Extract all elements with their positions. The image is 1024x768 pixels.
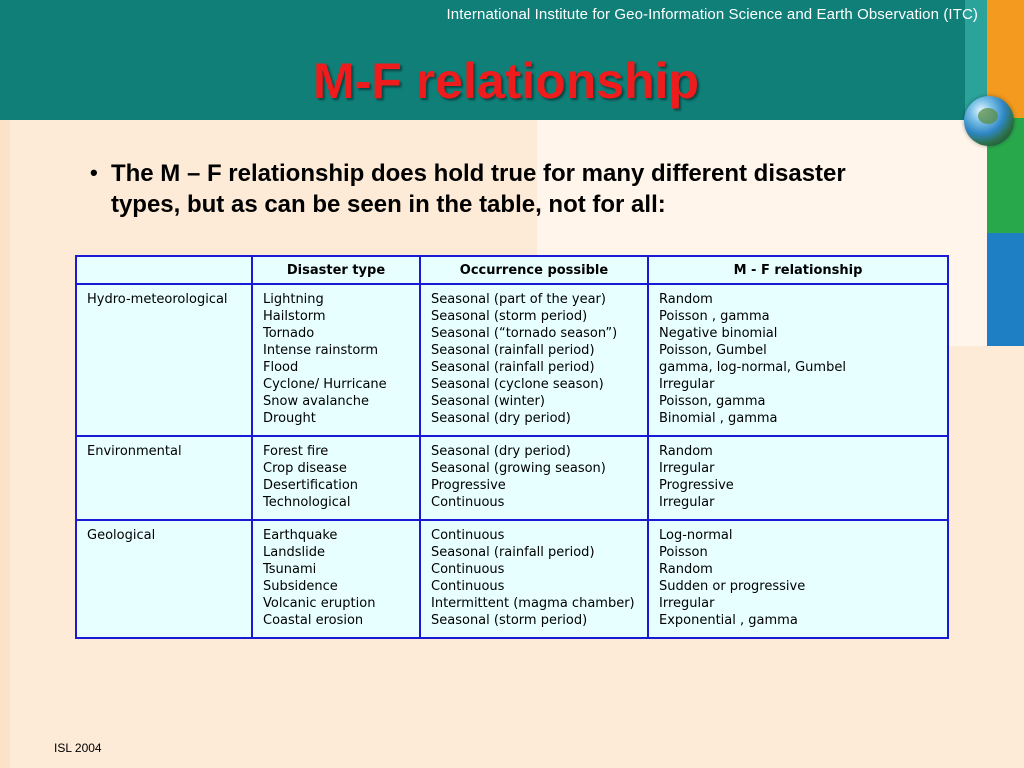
disaster-type-item: Desertification	[263, 478, 359, 493]
accent-stripe-blue	[987, 233, 1024, 346]
disaster-type-item: Landslide	[263, 545, 325, 560]
relationship-item: Poisson	[659, 545, 708, 560]
disaster-type-item: Intense rainstorm	[263, 343, 379, 358]
occurrence-item: Continuous	[431, 579, 505, 594]
header-mf-relationship: M - F relationship	[648, 256, 948, 284]
relationship-item: Negative binomial	[659, 326, 778, 341]
disaster-type-cell	[252, 520, 420, 638]
disaster-type-cell	[252, 436, 420, 520]
occurrence-item: Seasonal (growing season)	[431, 461, 606, 476]
header-category	[76, 256, 252, 284]
disaster-type-item: Tornado	[263, 326, 315, 341]
relationship-item: Random	[659, 292, 713, 307]
occurrence-cell	[420, 436, 648, 520]
header-disaster-type: Disaster type	[252, 256, 420, 284]
bullet-text: The M – F relationship does hold true for many different disaster types, but as can be seen in the table, not for all:	[110, 160, 846, 218]
occurrence-item: Seasonal (“tornado season”)	[431, 326, 618, 341]
table-header-row	[76, 256, 948, 284]
relationship-item: gamma, log-normal, Gumbel	[659, 360, 846, 375]
category-cell: Geological	[76, 520, 252, 638]
relationship-item: Poisson, Gumbel	[659, 343, 767, 358]
occurrence-cell	[420, 284, 648, 436]
occurrence-item: Seasonal (rainfall period)	[431, 545, 595, 560]
disaster-type-item: Snow avalanche	[263, 394, 370, 409]
institute-name: International Institute for Geo-Information Science and Earth Observation (ITC)	[446, 6, 978, 23]
occurrence-item: Continuous	[431, 528, 505, 543]
occurrence-item: Continuous	[431, 562, 505, 577]
disaster-type-item: Volcanic eruption	[263, 596, 376, 611]
disaster-type-item: Drought	[263, 411, 316, 426]
category-cell: Environmental	[76, 436, 252, 520]
relationship-item: Irregular	[659, 461, 715, 476]
occurrence-item: Seasonal (storm period)	[431, 613, 588, 628]
occurrence-item: Intermittent (magma chamber)	[431, 596, 635, 611]
disaster-type-item: Flood	[263, 360, 299, 375]
disaster-type-cell	[252, 284, 420, 436]
relationship-item: Irregular	[659, 377, 715, 392]
header-occurrence: Occurrence possible	[420, 256, 648, 284]
disaster-type-item: Crop disease	[263, 461, 347, 476]
bullet-point	[90, 158, 910, 220]
disaster-type-item: Lightning	[263, 292, 324, 307]
disaster-type-item: Earthquake	[263, 528, 338, 543]
occurrence-item: Seasonal (dry period)	[431, 411, 571, 426]
relationship-item: Irregular	[659, 596, 715, 611]
table-row	[76, 436, 948, 520]
disaster-type-item: Technological	[263, 495, 351, 510]
bullet-marker: •	[90, 160, 98, 185]
disaster-type-item: Subsidence	[263, 579, 338, 594]
relationship-item: Irregular	[659, 495, 715, 510]
relationship-item: Random	[659, 444, 713, 459]
occurrence-item: Seasonal (dry period)	[431, 444, 571, 459]
slide-title: M-F relationship	[312, 53, 700, 109]
relationship-cell	[648, 520, 948, 638]
category-cell: Hydro-meteorological	[76, 284, 252, 436]
relationship-item: Poisson , gamma	[659, 309, 770, 324]
disaster-type-item: Forest fire	[263, 444, 329, 459]
disaster-type-item: Tsunami	[263, 562, 317, 577]
occurrence-item: Seasonal (rainfall period)	[431, 360, 595, 375]
occurrence-item: Progressive	[431, 478, 506, 493]
mf-relationship-table	[75, 255, 949, 639]
table-row	[76, 284, 948, 436]
disaster-type-item: Hailstorm	[263, 309, 326, 324]
relationship-item: Binomial , gamma	[659, 411, 778, 426]
occurrence-item: Seasonal (winter)	[431, 394, 545, 409]
occurrence-item: Seasonal (storm period)	[431, 309, 588, 324]
occurrence-item: Continuous	[431, 495, 505, 510]
relationship-cell	[648, 284, 948, 436]
relationship-item: Exponential , gamma	[659, 613, 798, 628]
relationship-cell	[648, 436, 948, 520]
relationship-item: Poisson, gamma	[659, 394, 766, 409]
relationship-item: Random	[659, 562, 713, 577]
occurrence-item: Seasonal (part of the year)	[431, 292, 606, 307]
occurrence-cell	[420, 520, 648, 638]
relationship-item: Sudden or progressive	[659, 579, 806, 594]
table-row	[76, 520, 948, 638]
relationship-item: Progressive	[659, 478, 734, 493]
disaster-type-item: Coastal erosion	[263, 613, 364, 628]
disaster-type-item: Cyclone/ Hurricane	[263, 377, 387, 392]
occurrence-item: Seasonal (cyclone season)	[431, 377, 604, 392]
relationship-item: Log-normal	[659, 528, 733, 543]
occurrence-item: Seasonal (rainfall period)	[431, 343, 595, 358]
footer-label: ISL 2004	[54, 741, 102, 755]
